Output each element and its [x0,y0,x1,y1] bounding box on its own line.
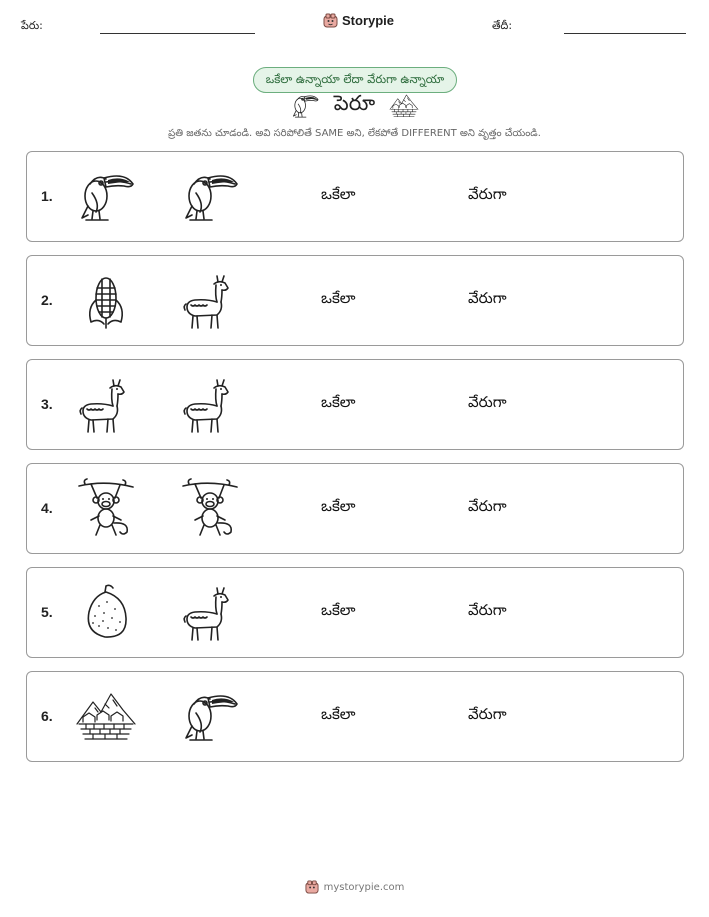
same-option[interactable]: ఒకేలా [321,393,356,411]
llama-icon [75,374,137,436]
lucuma-fruit-icon [75,582,137,644]
different-option[interactable]: వేరుగా [468,497,507,515]
same-option[interactable]: ఒకేలా [321,601,356,619]
different-option[interactable]: వేరుగా [468,393,507,411]
machu-picchu-icon [389,91,419,121]
page-title: పెరూ [333,91,376,115]
brand [323,13,394,28]
question-row-1 [26,151,684,242]
llama-icon [179,582,241,644]
same-option[interactable]: ఒకేలా [321,497,356,515]
different-option[interactable]: వేరుగా [468,601,507,619]
corn-icon [75,270,137,332]
question-row-5 [26,567,684,658]
toucan-icon [179,166,241,228]
toucan-icon [290,91,320,121]
machu-picchu-icon [75,686,137,748]
same-option[interactable]: ఒకేలా [321,705,356,723]
title-row [0,90,709,122]
storypie-logo-icon [323,13,338,28]
row-number: 5. [41,604,53,620]
row-number: 6. [41,708,53,724]
llama-icon [179,270,241,332]
same-option[interactable]: ఒకేలా [321,289,356,307]
same-option[interactable]: ఒకేలా [321,185,356,203]
theme-pill: ఒకేలా ఉన్నాయా లేదా వేరుగా ఉన్నాయా [253,67,457,93]
row-number: 2. [41,292,53,308]
instructions: ప్రతి జతను చూడండి. అవి సరిపోలితే SAME అని, లేకపోతే DIFFERENT అని వృత్తం చేయండి. [168,128,541,139]
monkey-icon [75,478,137,540]
different-option[interactable]: వేరుగా [468,705,507,723]
question-row-6 [26,671,684,762]
footer-url[interactable]: mystorypie.com [323,881,405,893]
monkey-icon [179,478,241,540]
storypie-logo-icon [305,880,319,894]
toucan-icon [179,686,241,748]
name-field[interactable] [100,33,255,34]
brand-name: Storypie [342,13,395,28]
date-field[interactable] [564,33,686,34]
row-number: 4. [41,500,53,516]
footer [0,880,709,894]
llama-icon [179,374,241,436]
row-number: 1. [41,188,53,204]
name-label: పేరు: [21,19,43,32]
date-label: తేదీ: [492,19,513,32]
question-row-2 [26,255,684,346]
question-row-4 [26,463,684,554]
different-option[interactable]: వేరుగా [468,185,507,203]
different-option[interactable]: వేరుగా [468,289,507,307]
toucan-icon [75,166,137,228]
question-row-3 [26,359,684,450]
row-number: 3. [41,396,53,412]
